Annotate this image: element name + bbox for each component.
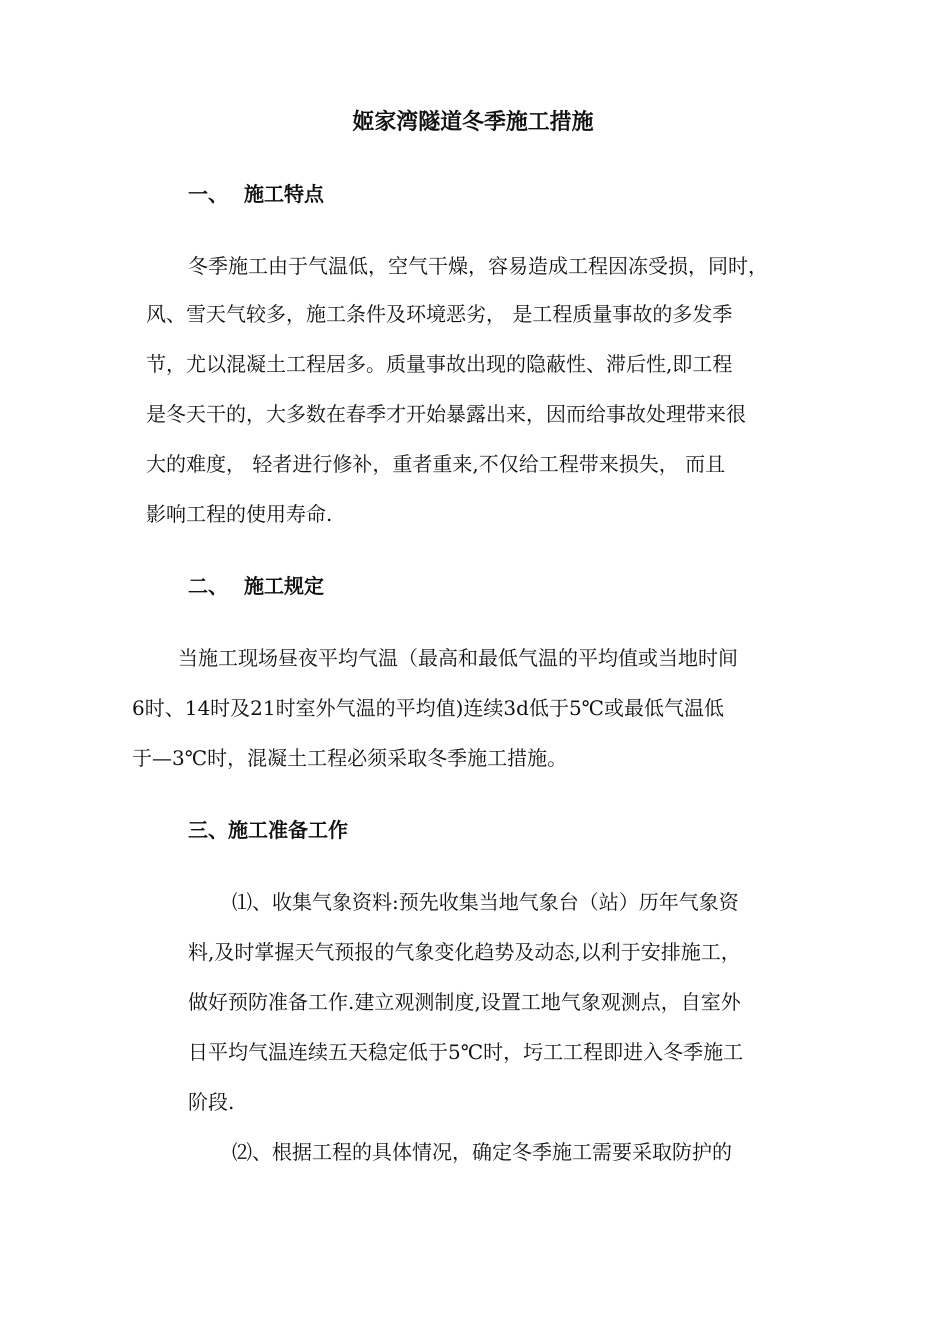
- section-number-1: 一、: [188, 182, 228, 206]
- paragraph-line: 冬季施工由于气温低，空气干燥，容易造成工程因冻受损，同时，: [188, 254, 768, 278]
- list-item-line: ⑴、收集气象资料:预先收集当地气象台（站）历年气象资: [232, 890, 739, 914]
- section-heading-1: [188, 176, 324, 212]
- list-item-line: ⑵、根据工程的具体情况，确定冬季施工需要采取防护的: [232, 1140, 732, 1164]
- section-heading-3: 三、施工准备工作: [188, 818, 348, 842]
- section-heading-2: [188, 568, 324, 604]
- section-title-2: 施工规定: [244, 574, 324, 598]
- document-title: 姬家湾隧道冬季施工措施: [352, 109, 594, 135]
- paragraph-line: 影响工程的使用寿命.: [146, 502, 333, 526]
- paragraph-line: 大的难度， 轻者进行修补，重者重来,不仅给工程带来损失， 而且: [146, 452, 726, 476]
- paragraph-line: 当施工现场昼夜平均气温（最高和最低气温的平均值或当地时间: [178, 646, 738, 670]
- paragraph-line: 节，尤以混凝土工程居多。质量事故出现的隐蔽性、滞后性,即工程: [146, 352, 733, 376]
- section-number-2: 二、: [188, 574, 228, 598]
- list-item-line: 做好预防准备工作.建立观测制度,设置工地气象观测点，自室外: [188, 990, 741, 1014]
- paragraph-line: 是冬天干的，大多数在春季才开始暴露出来，因而给事故处理带来很: [146, 402, 746, 426]
- paragraph-line: 风、雪天气较多，施工条件及环境恶劣， 是工程质量事故的多发季: [146, 302, 733, 326]
- list-item-line: 料,及时掌握天气预报的气象变化趋势及动态,以利于安排施工，: [188, 940, 741, 964]
- list-item-line: 日平均气温连续五天稳定低于5℃时，圬工工程即进入冬季施工: [188, 1040, 744, 1064]
- paragraph-line: 6时、14时及21时室外气温的平均值)连续3d低于5℃或最低气温低: [132, 696, 725, 720]
- list-item-line: 阶段.: [188, 1090, 235, 1114]
- paragraph-line: 于—3℃时，混凝土工程必须采取冬季施工措施。: [132, 746, 568, 770]
- section-title-1: 施工特点: [244, 182, 324, 206]
